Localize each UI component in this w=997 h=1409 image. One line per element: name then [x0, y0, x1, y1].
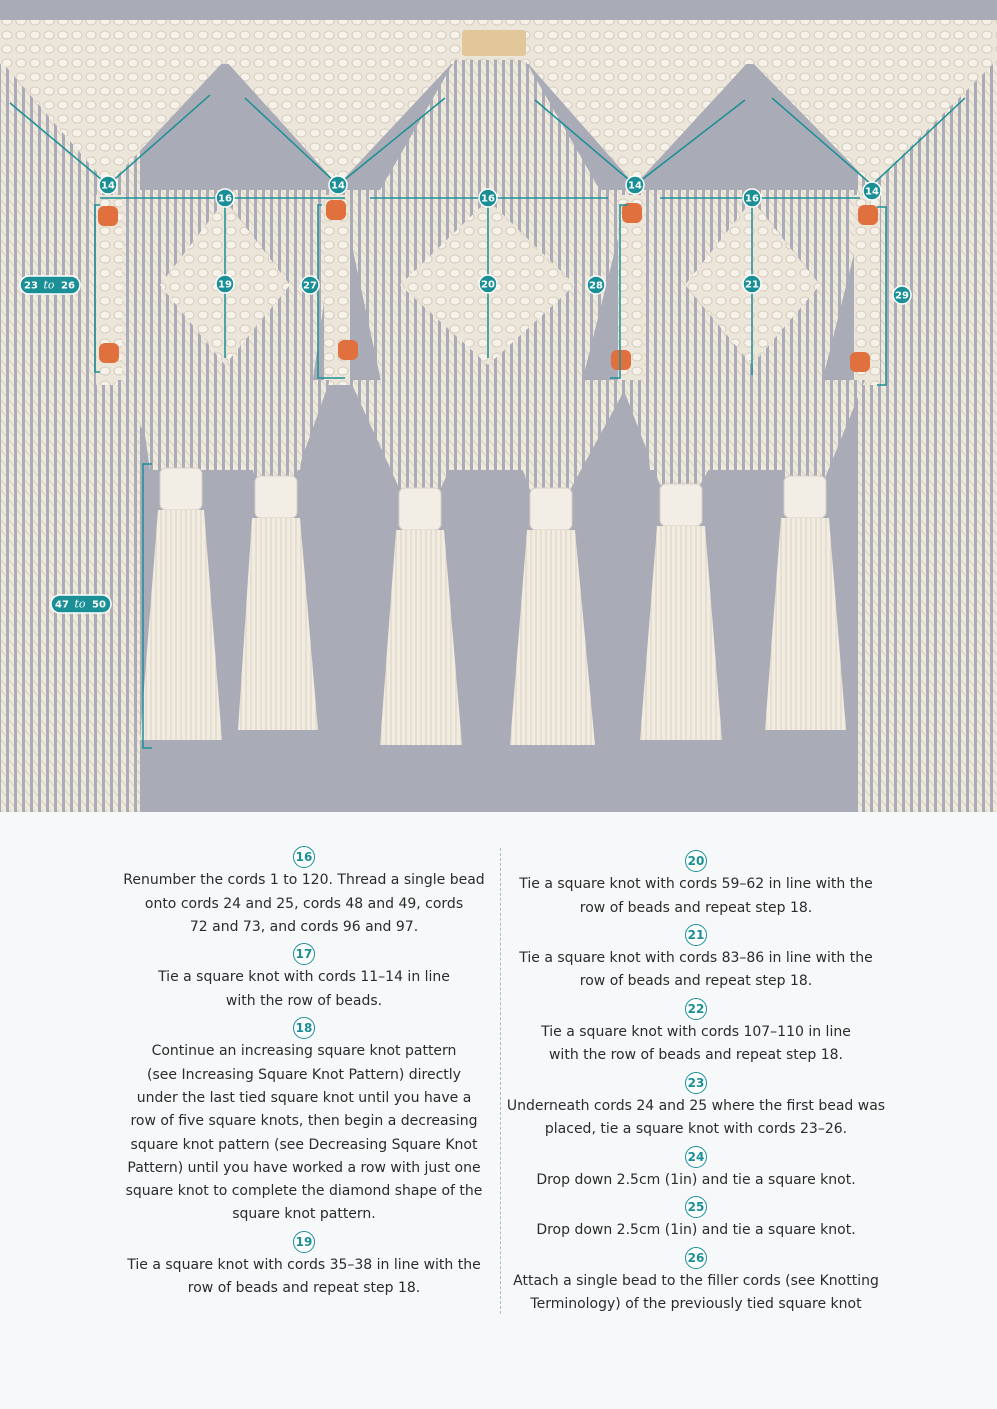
step-number-badge: 22	[685, 998, 707, 1020]
annotation-badge	[479, 189, 497, 207]
step-number-badge: 16	[293, 846, 315, 868]
annotation-text: 26	[61, 280, 75, 292]
dowel-visible	[462, 30, 526, 56]
bead	[98, 206, 118, 226]
annotation-text: 50	[92, 599, 106, 611]
annotation-range-23-26	[20, 276, 80, 294]
step-21	[506, 924, 886, 994]
step-number-badge: 20	[685, 850, 707, 872]
annotation-badge	[626, 176, 644, 194]
annotation-text: 27	[303, 280, 317, 292]
step-text: Tie a square knot with cords 35–38 in line with the row of beads and repeat step 18.	[127, 1257, 481, 1297]
bead	[326, 200, 346, 220]
annotation-badge	[329, 176, 347, 194]
annotation-text: to	[43, 278, 55, 292]
step-text: Tie a square knot with cords 11–14 in line with the row of beads.	[158, 969, 450, 1009]
step-17	[108, 943, 500, 1013]
step-text: Continue an increasing square knot pattern (see Increasing Square Knot Pattern) directly under the last tied square knot until you have a row of five square knots, then begin a decreasing square knot pattern (see Decreasing Square Knot Pattern) until you have worked a row with just one square knot to complete the diamond shape of the square knot pattern.	[125, 1043, 483, 1223]
step-number-badge: 18	[293, 1017, 315, 1039]
tassel-wrap	[784, 476, 826, 518]
step-19	[108, 1231, 500, 1301]
bead	[338, 340, 358, 360]
step-16	[108, 846, 500, 939]
step-22	[506, 998, 886, 1068]
annotation-text: 29	[895, 290, 909, 302]
step-number-badge: 19	[293, 1231, 315, 1253]
step-text: Renumber the cords 1 to 120. Thread a single bead onto cords 24 and 25, cords 48 and 49, cords 72 and 73, and cords 96 and 97.	[123, 872, 485, 935]
step-text: Underneath cords 24 and 25 where the first bead was placed, tie a square knot with cords 23–26.	[506, 1097, 886, 1138]
annotation-text: 28	[589, 280, 603, 292]
annotation-text: 16	[745, 193, 759, 205]
tassel-wrap	[530, 488, 572, 530]
step-25	[506, 1196, 886, 1243]
annotation-badge	[99, 176, 117, 194]
step-23	[506, 1072, 886, 1142]
bead	[850, 352, 870, 372]
step-text: Tie a square knot with cords 59–62 in line with the row of beads and repeat step 18.	[519, 876, 873, 916]
annotation-badge	[587, 276, 605, 294]
bead	[858, 205, 878, 225]
annotation-badge	[893, 286, 911, 304]
step-text: Tie a square knot with cords 107–110 in line with the row of beads and repeat step 18.	[541, 1024, 851, 1064]
step-24	[506, 1146, 886, 1193]
step-number-badge: 17	[293, 943, 315, 965]
bead	[99, 343, 119, 363]
step-number-badge: 23	[685, 1072, 707, 1094]
annotation-text: 14	[101, 180, 115, 192]
annotation-text: 16	[218, 193, 232, 205]
annotation-text: 23	[24, 280, 38, 292]
annotation-badge	[743, 189, 761, 207]
annotation-badge	[863, 182, 881, 200]
step-18	[108, 1017, 500, 1227]
annotation-badge	[301, 276, 319, 294]
annotation-badge	[216, 275, 234, 293]
step-number-badge: 24	[685, 1146, 707, 1168]
annotation-badge	[216, 189, 234, 207]
annotation-range-47-50	[51, 595, 111, 613]
annotation-text: to	[74, 597, 86, 611]
step-number-badge: 21	[685, 924, 707, 946]
step-number-badge: 25	[685, 1196, 707, 1218]
annotation-text: 14	[628, 180, 642, 192]
tassel-wrap	[399, 488, 441, 530]
annotation-text: 21	[745, 279, 759, 291]
bead	[611, 350, 631, 370]
annotation-text: 20	[481, 279, 495, 291]
step-text: Drop down 2.5cm (1in) and tie a square knot.	[536, 1171, 856, 1188]
step-26	[506, 1247, 886, 1317]
instructions-section	[0, 812, 997, 1409]
step-text: Drop down 2.5cm (1in) and tie a square knot.	[536, 1222, 856, 1239]
annotation-text: 14	[865, 186, 879, 198]
annotation-text: 47	[55, 599, 69, 611]
annotation-text: 16	[481, 193, 495, 205]
step-20	[506, 850, 886, 920]
bead	[622, 203, 642, 223]
tassel-wrap	[660, 484, 702, 526]
annotation-text: 14	[331, 180, 345, 192]
instructions-left-column	[108, 846, 500, 1305]
step-number-badge: 26	[685, 1247, 707, 1269]
step-text: Attach a single bead to the filler cords (see Knotting Terminology) of the previously tied square knot	[513, 1273, 879, 1313]
annotation-badge	[479, 275, 497, 293]
annotation-text: 19	[218, 279, 232, 291]
instructions-right-column	[506, 850, 886, 1321]
column-divider	[500, 848, 501, 1314]
tassel-wrap	[255, 476, 297, 518]
tassel-wrap	[160, 468, 202, 510]
annotation-badge	[743, 275, 761, 293]
step-text: Tie a square knot with cords 83–86 in line with the row of beads and repeat step 18.	[519, 950, 873, 990]
